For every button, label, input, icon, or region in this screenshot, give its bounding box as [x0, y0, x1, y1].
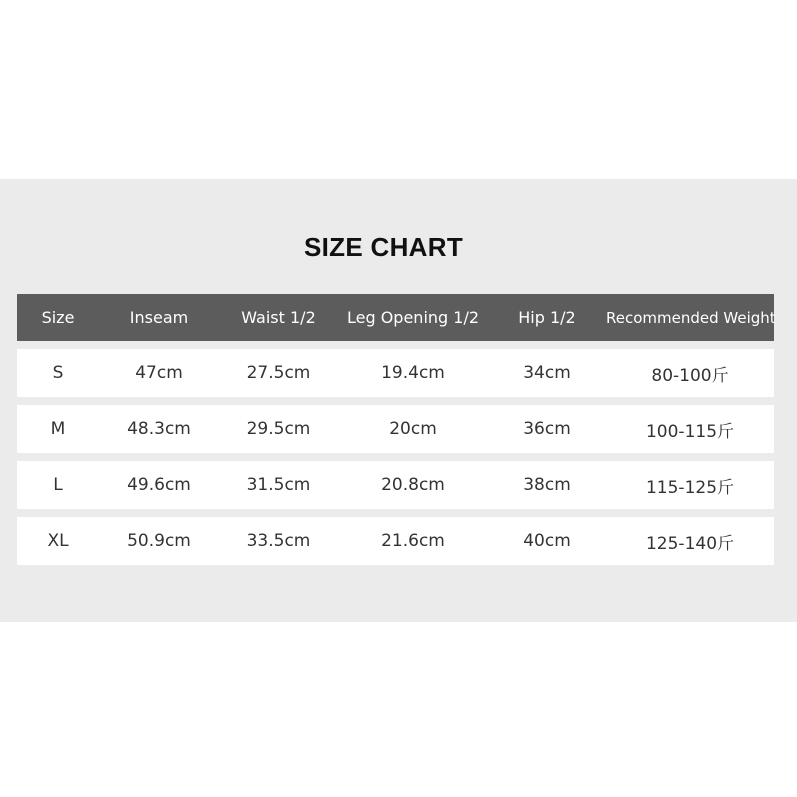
cell-waist: 29.5cm — [246, 419, 311, 439]
table-header-row — [17, 294, 774, 341]
column-header-hip: Hip 1/2 — [518, 308, 576, 327]
cell-size: S — [52, 363, 64, 383]
cell-hip: 34cm — [523, 363, 571, 383]
cell-waist: 33.5cm — [246, 531, 311, 551]
cell-recommended-weight: 125-140斤 — [645, 533, 735, 554]
table-row — [17, 461, 774, 509]
cell-waist: 31.5cm — [246, 475, 311, 495]
cell-inseam: 50.9cm — [127, 531, 191, 551]
column-header-recommended-weight: Recommended Weight — [606, 308, 776, 327]
cell-inseam: 49.6cm — [127, 475, 191, 495]
column-header-leg-opening: Leg Opening 1/2 — [346, 308, 480, 327]
cell-leg-opening: 20.8cm — [381, 475, 445, 495]
cell-hip: 40cm — [523, 531, 571, 551]
cell-leg-opening: 21.6cm — [381, 531, 445, 551]
cell-waist: 27.5cm — [246, 363, 311, 383]
cell-size: L — [53, 475, 63, 495]
cell-leg-opening: 19.4cm — [381, 363, 445, 383]
size-chart-title: SIZE CHART — [304, 232, 463, 262]
cell-recommended-weight: 80-100斤 — [651, 365, 729, 386]
cell-leg-opening: 20cm — [389, 419, 437, 439]
cell-inseam: 47cm — [135, 363, 183, 383]
table-row — [17, 517, 774, 565]
cell-recommended-weight: 100-115斤 — [645, 421, 735, 442]
cell-hip: 36cm — [523, 419, 571, 439]
cell-size: XL — [47, 531, 69, 551]
cell-size: M — [50, 419, 66, 439]
cell-hip: 38cm — [523, 475, 571, 495]
cell-inseam: 48.3cm — [127, 419, 191, 439]
table-row — [17, 349, 774, 397]
column-header-waist: Waist 1/2 — [241, 308, 316, 327]
column-header-inseam: Inseam — [129, 308, 189, 327]
cell-recommended-weight: 115-125斤 — [645, 477, 735, 498]
table-row — [17, 405, 774, 453]
column-header-size: Size — [41, 308, 75, 327]
